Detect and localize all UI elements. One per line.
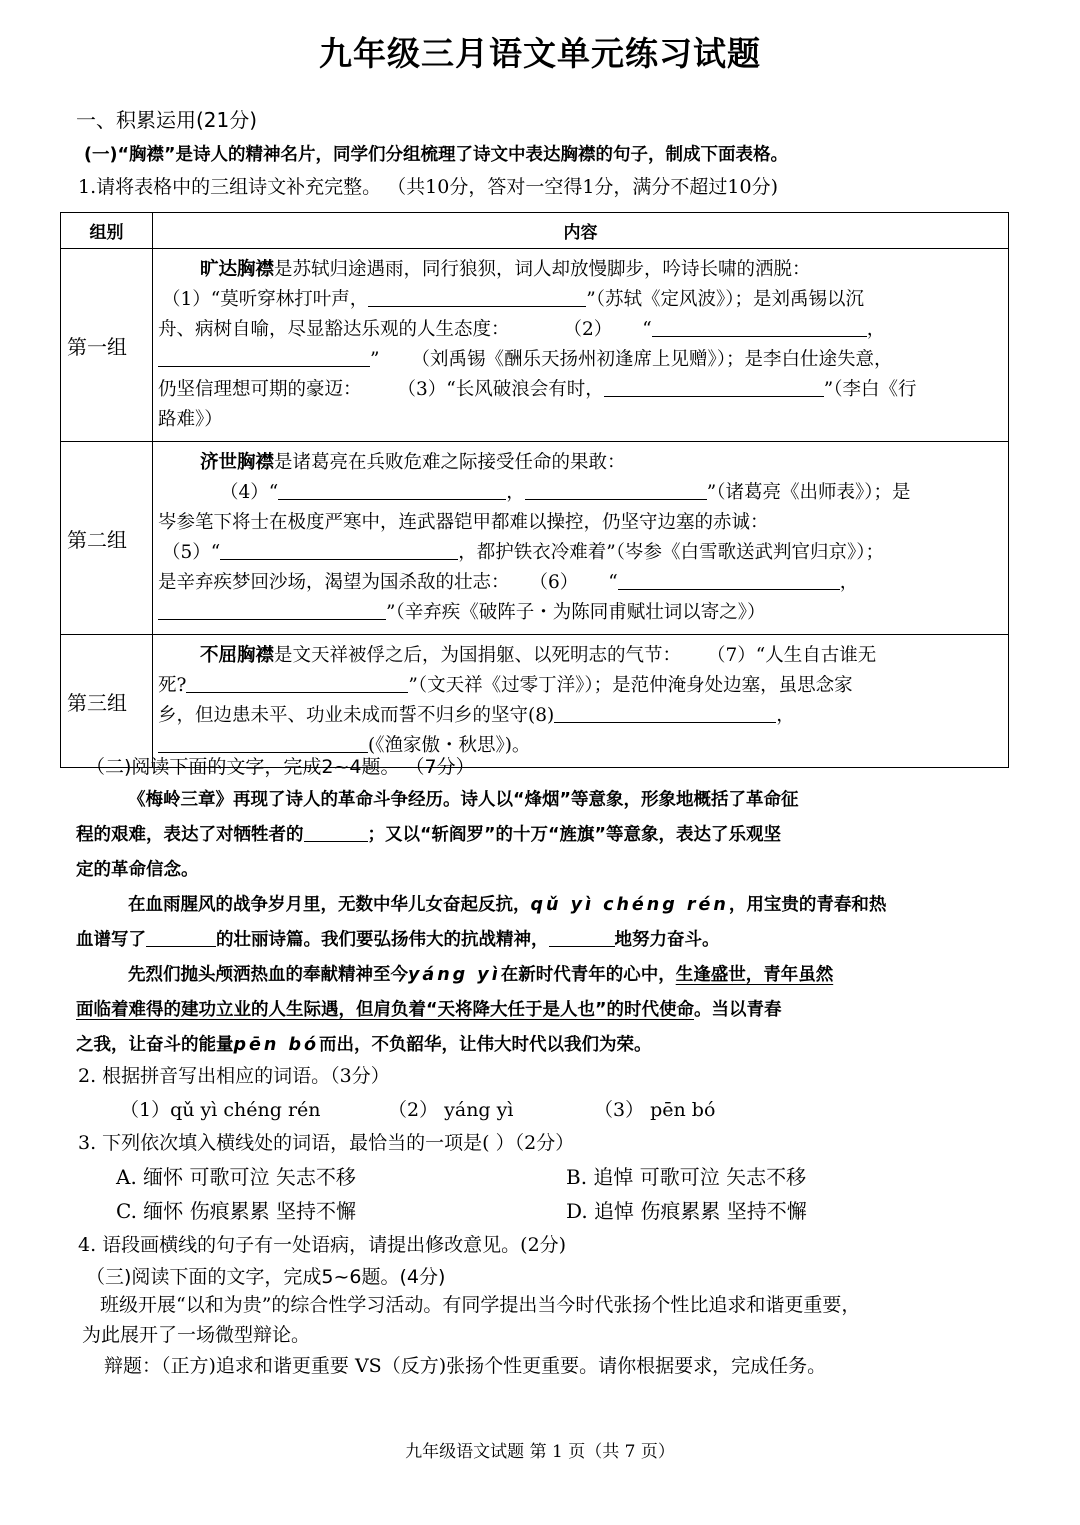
- poetry-table: [60, 212, 1009, 768]
- text-line: 乡，但边患未平、功业未成而誓不归乡的坚守(8): [158, 705, 555, 726]
- header-content: 内容: [153, 213, 1009, 249]
- passage-text: 程的艰难，表达了对牺牲者的: [76, 825, 304, 845]
- group-label-3: 第三组: [61, 635, 153, 768]
- debate-topic: 辩题：（正方)追求和谐更重要 VS（反方)张扬个性更重要。请你根据要求，完成任务。: [104, 1355, 827, 1377]
- text-line: ”（苏轼《定风波》）；是刘禹锡以沉: [586, 289, 864, 310]
- passage-line: 《梅岭三章》再现了诗人的革命斗争经历。诗人以“烽烟”等意象，形象地概括了革命征: [128, 790, 799, 810]
- topic-label: 济世胸襟: [200, 452, 275, 473]
- text-line: 是诸葛亮在兵败危难之际接受任命的果敢：: [274, 452, 626, 473]
- answer-blank-5[interactable]: [220, 541, 458, 560]
- answer-blank-7[interactable]: [186, 674, 408, 693]
- question-4: 4. 语段画横线的句子有一处语病，请提出修改意见。(2分): [78, 1234, 567, 1256]
- text-line: （3）“长风破浪会有时，: [397, 379, 604, 400]
- text-line: 岑参笔下将士在极度严寒中，连武器铠甲都难以操控，仍坚守边塞的赤诚：: [158, 512, 769, 533]
- passage-text: 先烈们抛头颅洒热血的奉献精神至今: [128, 965, 408, 985]
- text-line: “: [608, 572, 618, 593]
- text-line: 舟、病树自喻，尽显豁达乐观的人生态度：: [158, 319, 510, 340]
- question-3: 3. 下列依次填入横线处的词语，最恰当的一项是( ）（2分）: [78, 1132, 575, 1154]
- text-line: ”（诸葛亮《出师表》）；是: [706, 482, 911, 503]
- reading-passage: [76, 783, 1026, 1063]
- option-c[interactable]: C. 缅怀 伤痕累累 坚持不懈: [116, 1199, 357, 1223]
- text-line: “: [642, 319, 652, 340]
- pinyin-3: pēn bó: [233, 1035, 319, 1055]
- text-line: 路难》）: [158, 409, 223, 430]
- answer-blank-4b[interactable]: [525, 481, 707, 500]
- topic-label: 旷达胸襟: [200, 259, 275, 280]
- group-label-1: 第一组: [61, 249, 153, 442]
- passage-blank-2[interactable]: [146, 928, 216, 947]
- passage-text: ，用宝贵的青春和热: [728, 895, 887, 915]
- section3-line-2: 为此展开了一场微型辩论。: [82, 1324, 311, 1346]
- text-line: 是文天祥被俘之后，为国捐躯、以死明志的气节：: [274, 645, 682, 666]
- answer-blank-4a[interactable]: [278, 481, 506, 500]
- passage-text: 。当以青春: [694, 1000, 782, 1020]
- text-line: ，都护铁衣冷难着”（岑参《白雪歌送武判官归京》）；: [458, 542, 884, 563]
- text-line: （6）: [529, 572, 579, 593]
- passage-text: ；又以“斩阎罗”的十万“旌旗”等意象，表达了乐观坚: [367, 825, 782, 845]
- answer-blank-2a[interactable]: [652, 318, 867, 337]
- text-line: 是苏轼归途遇雨，同行狼狈，词人却放慢脚步，吟诗长啸的洒脱：: [274, 259, 811, 280]
- page-footer: 九年级语文试题 第 1 页（共 7 页）: [405, 1442, 675, 1462]
- underlined-sentence: 生逢盛世，青年虽然: [675, 965, 834, 985]
- text-line: ，: [839, 572, 859, 593]
- q2-item-3: （3） pēn bó: [594, 1099, 716, 1121]
- option-a[interactable]: A. 缅怀 可歌可泣 矢志不移: [116, 1165, 356, 1189]
- page-title: 九年级三月语文单元练习试题: [319, 34, 761, 73]
- section1-heading: 一、积累运用(21分): [76, 108, 258, 132]
- passage-text: 地努力奋斗。: [614, 930, 720, 950]
- passage-blank-1[interactable]: [304, 823, 368, 842]
- text-line: 是辛弃疾梦回沙场，渴望为国杀敌的壮志：: [158, 572, 510, 593]
- group-label-2: 第二组: [61, 442, 153, 635]
- underlined-sentence: 面临着难得的建功立业的人生际遇，但肩负着“天将降大任于是人也”的时代使命: [76, 1000, 695, 1020]
- option-b[interactable]: B. 追悼 可歌可泣 矢志不移: [566, 1165, 807, 1189]
- text-line: ，: [866, 319, 886, 340]
- q2-item-1: （1）qǔ yì chéng rén: [120, 1099, 321, 1121]
- passage-text: 之我，让奋斗的能量: [76, 1035, 234, 1055]
- answer-blank-1[interactable]: [368, 288, 586, 307]
- header-group: 组别: [61, 213, 153, 249]
- passage-line: 定的革命信念。: [76, 860, 199, 880]
- passage-text: 在新时代青年的心中，: [500, 965, 676, 985]
- q2-item-2: （2） yáng yì: [388, 1099, 514, 1121]
- text-line: （刘禹锡《酬乐天扬州初逢席上见赠》）；是李白仕途失意，: [411, 349, 893, 370]
- answer-blank-6b[interactable]: [158, 601, 386, 620]
- answer-blank-6a[interactable]: [618, 571, 840, 590]
- topic-label: 不屈胸襟: [200, 645, 275, 666]
- text-line: 死?: [158, 675, 187, 696]
- text-line: ”（文天祥《过零丁洋》）；是范仲淹身处边塞，虽思念家: [408, 675, 853, 696]
- answer-blank-2b[interactable]: [158, 348, 370, 367]
- option-d[interactable]: D. 追悼 伤痕累累 坚持不懈: [566, 1199, 807, 1223]
- text-line: ，: [776, 705, 795, 726]
- text-line: ”（辛弃疾《破阵子・为陈同甫赋壮词以寄之》）: [386, 602, 766, 623]
- answer-blank-8a[interactable]: [554, 704, 776, 723]
- group-content-3: [153, 635, 1009, 768]
- text-line: （4）“: [220, 482, 279, 503]
- answer-blank-3[interactable]: [604, 378, 824, 397]
- passage-blank-3[interactable]: [549, 928, 615, 947]
- pinyin-2: yáng yì: [408, 965, 501, 985]
- question-1: 1.请将表格中的三组诗文补充完整。 （共10分，答对一空得1分，满分不超过10分): [78, 176, 779, 198]
- group-content-1: [153, 249, 1009, 442]
- passage-text: 在血雨腥风的战争岁月里，无数中华儿女奋起反抗，: [128, 895, 531, 915]
- pinyin-1: qǔ yì chéng rén: [530, 895, 729, 915]
- text-line: ”: [370, 349, 380, 370]
- text-line: （5）“: [162, 542, 221, 563]
- text-line: （2）: [563, 319, 613, 340]
- passage-text: 的壮丽诗篇。我们要弘扬伟大的抗战精神，: [216, 930, 549, 950]
- text-line: (《渔家傲・秋思》)。: [368, 735, 531, 756]
- text-line: 仍坚信理想可期的豪迈：: [158, 379, 362, 400]
- section1-sub-heading: (一)“胸襟”是诗人的精神名片，同学们分组梳理了诗文中表达胸襟的句子，制成下面表格。: [84, 145, 788, 165]
- text-line: （1）“莫听穿林打叶声，: [162, 289, 369, 310]
- section3-line-1: 班级开展“以和为贵”的综合性学习活动。有同学提出当今时代张扬个性比追求和谐更重要，: [100, 1294, 861, 1316]
- section3-heading: （三)阅读下面的文字，完成5~6题。(4分): [86, 1266, 446, 1288]
- passage-text: 而出，不负韶华，让伟大时代以我们为荣。: [319, 1035, 652, 1055]
- text-line: ，: [506, 482, 525, 503]
- text-line: （7）“人生自古谁无: [707, 645, 877, 666]
- passage-text: 血谱写了: [76, 930, 146, 950]
- section2-heading: （二)阅读下面的文字，完成2~4题。 （7分）: [86, 756, 475, 778]
- question-2: 2. 根据拼音写出相应的词语。（3分）: [78, 1065, 390, 1087]
- group-content-2: [153, 442, 1009, 635]
- text-line: ”（李白《行: [823, 379, 917, 400]
- answer-blank-8b[interactable]: [158, 734, 368, 753]
